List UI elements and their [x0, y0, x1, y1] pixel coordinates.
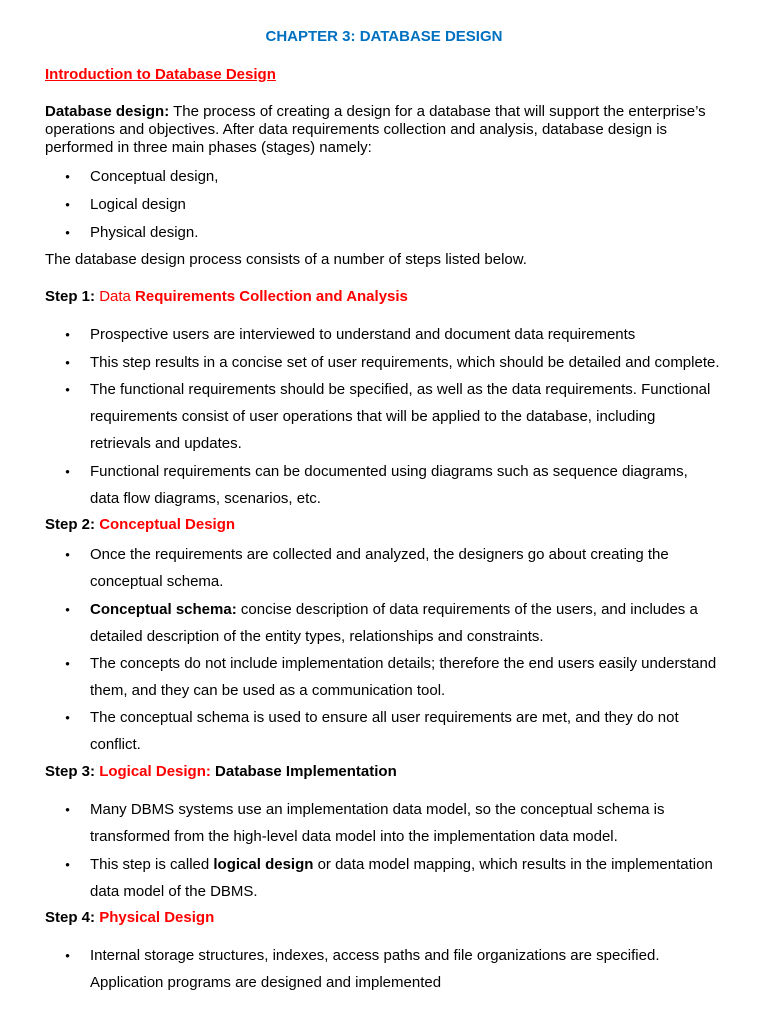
step1-title-normal: Data [99, 288, 131, 305]
step3-heading [45, 763, 397, 780]
bullet-icon: • [65, 857, 70, 872]
bullet-icon: • [65, 169, 70, 184]
bullet-icon: • [65, 802, 70, 817]
step2-continuation: detailed description of the entity types, relationships and constraints. [90, 628, 544, 645]
step2-continuation: conceptual schema. [90, 573, 224, 590]
bullet-text: Once the requirements are collected and analyzed, the designers go about creating the [90, 546, 669, 563]
process-sentence: The database design process consists of a number of steps listed below. [45, 251, 527, 268]
bullet-icon: • [65, 355, 70, 370]
bullet-icon: • [65, 547, 70, 562]
logical-design-term: logical design [213, 856, 314, 873]
bullet-text: This step results in a concise set of user requirements, which should be detailed and complete. [90, 354, 720, 371]
intro-line-2: operations and objectives. After data requirements collection and analysis, database design is [45, 121, 668, 138]
step3-bullet [45, 796, 664, 823]
chapter-title: CHAPTER 3: DATABASE DESIGN [265, 28, 503, 45]
step1-continuation: data flow diagrams, scenarios, etc. [90, 490, 321, 507]
step2-bullet [45, 596, 698, 623]
bullet-icon: • [65, 710, 70, 725]
phase-text: Logical design [90, 196, 186, 213]
bullet-icon: • [65, 602, 70, 617]
step2-bullet [45, 650, 716, 677]
step2-heading [45, 516, 235, 533]
step1-continuation: requirements consist of user operations that will be applied to the database, including [90, 408, 656, 425]
bullet-icon: • [65, 225, 70, 240]
step1-bullet [45, 376, 710, 403]
step4-title: Physical Design [99, 909, 215, 926]
bullet-icon: • [65, 464, 70, 479]
bullet-text: The conceptual schema is used to ensure all user requirements are met, and they do not [90, 709, 679, 726]
bullet-icon: • [65, 948, 70, 963]
intro-heading: Introduction to Database Design [45, 66, 276, 83]
bullet-text-post: or data model mapping, which results in the implementation [313, 856, 713, 873]
phase-item [45, 163, 218, 190]
step3-title-black: Database Implementation [215, 763, 397, 780]
step4-label: Step 4: [45, 909, 96, 926]
step1-title-bold: Requirements Collection and Analysis [135, 288, 408, 305]
intro-line-3: performed in three main phases (stages) namely: [45, 139, 372, 156]
step2-bullet [45, 704, 679, 731]
bullet-text: The functional requirements should be specified, as well as the data requirements. Functional [90, 381, 711, 398]
step4-bullet [45, 942, 659, 969]
bullet-text-pre: This step is called [90, 856, 214, 873]
intro-line-1-text: The process of creating a design for a database that will support the enterprise’s [169, 103, 706, 120]
phase-item [45, 191, 186, 218]
step2-continuation: them, and they can be used as a communication tool. [90, 682, 446, 699]
bullet-icon: • [65, 656, 70, 671]
phase-text: Conceptual design, [90, 168, 219, 185]
bullet-icon: • [65, 327, 70, 342]
bullet-text: Internal storage structures, indexes, access paths and file organizations are specified. [90, 947, 660, 964]
bullet-icon: • [65, 382, 70, 397]
step2-continuation: conflict. [90, 736, 141, 753]
bullet-text: The concepts do not include implementation details; therefore the end users easily understand [90, 655, 717, 672]
step2-title: Conceptual Design [99, 516, 236, 533]
step1-bullet [45, 458, 688, 485]
step1-bullet [45, 349, 720, 376]
phase-item [45, 219, 198, 246]
step3-continuation: transformed from the high-level data model into the implementation data model. [90, 828, 618, 845]
step3-bullet [45, 851, 713, 878]
bullet-text: Functional requirements can be documented using diagrams such as sequence diagrams, [90, 463, 688, 480]
bullet-icon: • [65, 197, 70, 212]
intro-bold-lead: Database design: [45, 103, 170, 120]
step1-label: Step 1: [45, 288, 96, 305]
step2-bullet [45, 541, 669, 568]
conceptual-schema-term: Conceptual schema: [90, 601, 237, 618]
bullet-text [90, 596, 698, 623]
step3-label: Step 3: [45, 763, 96, 780]
bullet-text [90, 851, 713, 878]
intro-line-1 [45, 103, 706, 121]
step1-continuation: retrievals and updates. [90, 435, 242, 452]
step1-bullet [45, 321, 635, 348]
step1-heading [45, 288, 408, 305]
step3-continuation: data model of the DBMS. [90, 883, 258, 900]
bullet-text-rest: concise description of data requirements of the users, and includes a [236, 601, 698, 618]
step3-title-red: Logical Design: [99, 763, 211, 780]
step4-heading [45, 909, 214, 926]
bullet-text: Prospective users are interviewed to understand and document data requirements [90, 326, 636, 343]
step2-label: Step 2: [45, 516, 96, 533]
bullet-text: Many DBMS systems use an implementation data model, so the conceptual schema is [90, 801, 665, 818]
phase-text: Physical design. [90, 224, 199, 241]
step4-continuation: Application programs are designed and implemented [90, 974, 442, 991]
